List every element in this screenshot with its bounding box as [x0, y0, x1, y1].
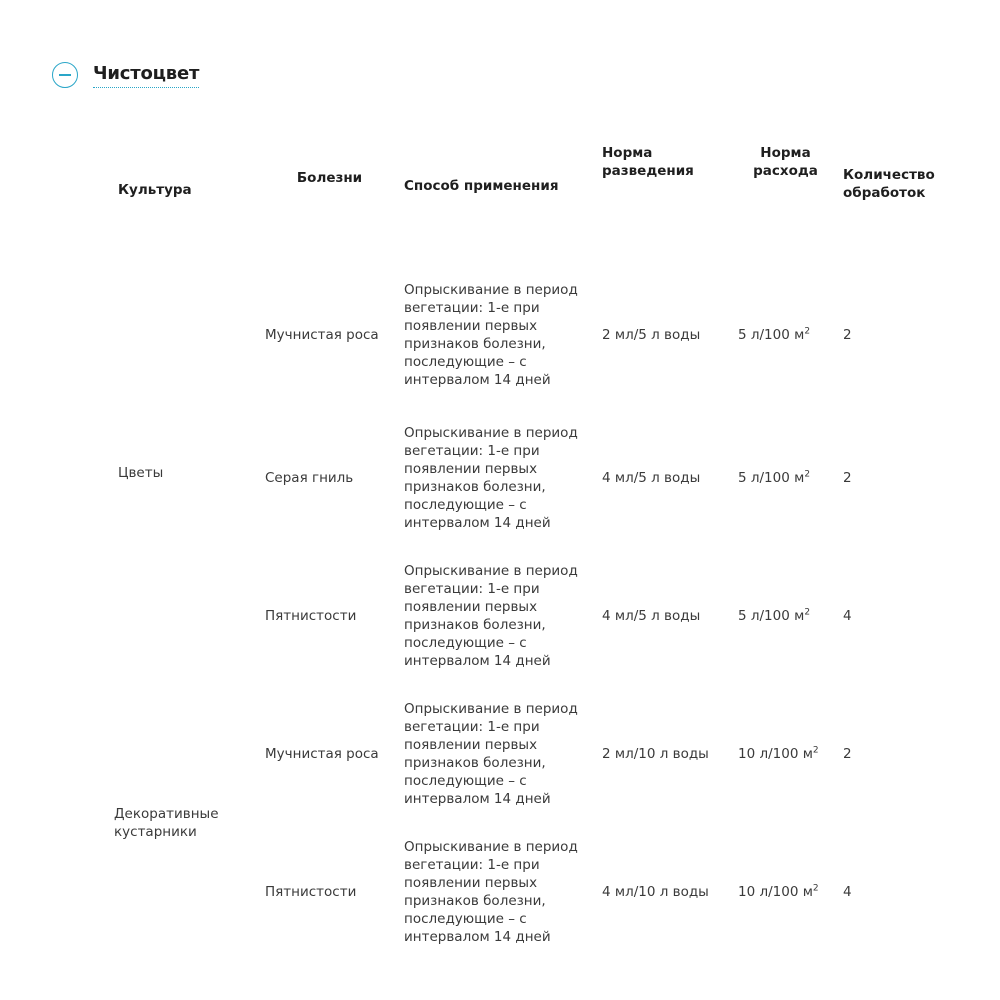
header-consumption: Норма расхода	[753, 145, 818, 179]
dilution-cell: 4 мл/10 л воды	[602, 884, 709, 900]
header-diseases: Болезни	[296, 169, 363, 186]
consumption-sup: 2	[804, 607, 811, 618]
method-cell: Опрыскивание в период вегетации: 1-е при появлении первых признаков болезни, последующие – с интервалом 14 дней	[404, 839, 578, 945]
consumption-value: 10 л/100 м	[738, 746, 813, 762]
consumption-sup: 2	[804, 326, 811, 337]
disease-cell: Мучнистая роса	[265, 327, 379, 343]
minus-circle-icon[interactable]	[52, 62, 78, 88]
dilution-cell: 4 мл/5 л воды	[602, 608, 701, 624]
treatments-cell: 2	[843, 746, 852, 762]
treatments-cell: 4	[843, 884, 852, 900]
treatments-cell: 2	[843, 327, 852, 343]
consumption-cell	[728, 685, 833, 823]
header-dilution: Норма разведения	[602, 145, 694, 179]
consumption-sup: 2	[804, 469, 811, 480]
section-title[interactable]: Чистоцвет	[93, 63, 199, 88]
header-crop: Культура	[118, 181, 192, 198]
consumption-cell	[728, 547, 833, 685]
crop-cell: Декоративные кустарники	[114, 806, 219, 840]
consumption-value: 5 л/100 м	[738, 608, 805, 624]
disease-cell: Серая гниль	[265, 470, 354, 486]
consumption-value: 10 л/100 м	[738, 884, 813, 900]
consumption-sup: 2	[812, 745, 819, 756]
consumption-sup: 2	[812, 883, 819, 894]
disease-cell: Пятнистости	[265, 884, 357, 900]
table-header-row	[108, 140, 958, 227]
method-cell: Опрыскивание в период вегетации: 1-е при появлении первых признаков болезни, последующие – с интервалом 14 дней	[404, 282, 578, 388]
treatments-cell: 4	[843, 608, 852, 624]
disease-cell: Мучнистая роса	[265, 746, 379, 762]
dilution-cell: 2 мл/5 л воды	[602, 327, 701, 343]
consumption-cell	[728, 409, 833, 547]
crop-cell: Цветы	[118, 465, 164, 481]
disease-cell: Пятнистости	[265, 608, 357, 624]
method-cell: Опрыскивание в период вегетации: 1-е при появлении первых признаков болезни, последующие – с интервалом 14 дней	[404, 563, 578, 669]
dilution-cell: 2 мл/10 л воды	[602, 746, 709, 762]
header-method: Способ применения	[404, 177, 559, 194]
dilution-cell: 4 мл/5 л воды	[602, 470, 701, 486]
dosage-table	[108, 140, 958, 961]
consumption-value: 5 л/100 м	[738, 470, 805, 486]
treatments-cell: 2	[843, 470, 852, 486]
table-row	[108, 685, 958, 823]
consumption-value: 5 л/100 м	[738, 327, 805, 343]
header-treatments: Количество обработок	[843, 166, 935, 201]
consumption-cell	[728, 261, 833, 409]
consumption-cell	[728, 823, 833, 961]
section-toggle[interactable]	[52, 62, 199, 88]
method-cell: Опрыскивание в период вегетации: 1-е при появлении первых признаков болезни, последующие – с интервалом 14 дней	[404, 701, 578, 807]
method-cell: Опрыскивание в период вегетации: 1-е при появлении первых признаков болезни, последующие – с интервалом 14 дней	[404, 425, 578, 531]
table-row	[108, 261, 958, 409]
